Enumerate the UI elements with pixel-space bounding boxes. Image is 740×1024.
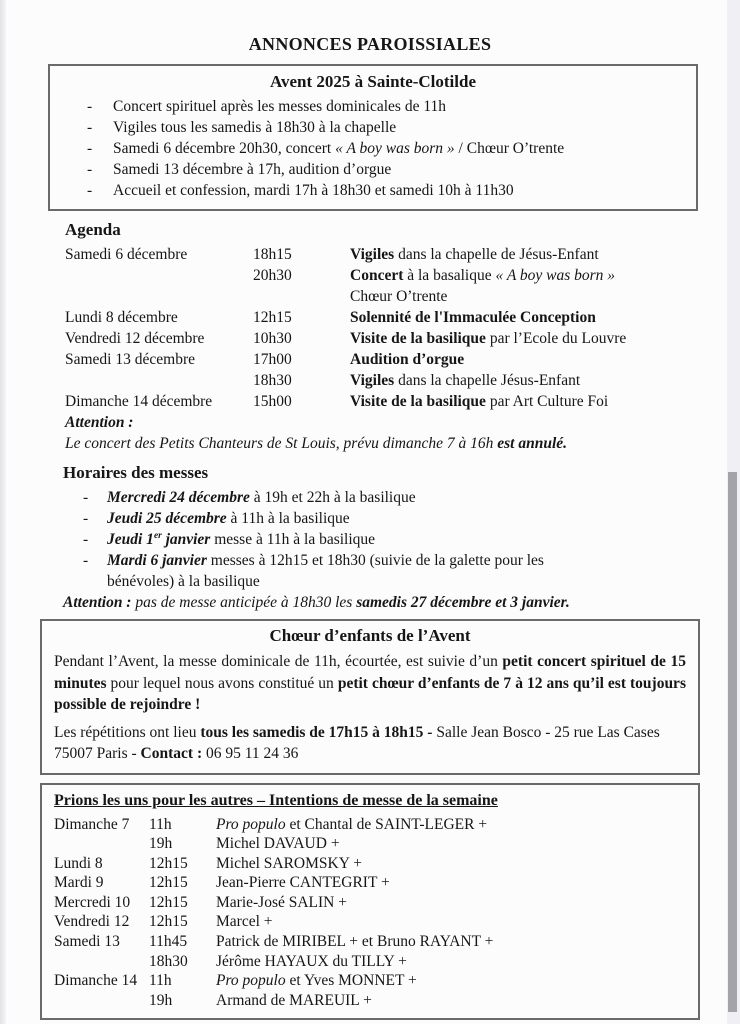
agenda-time: 17h00 — [253, 351, 292, 368]
intention-time: 12h15 — [149, 913, 188, 931]
agenda-row — [65, 349, 705, 370]
intention-row — [54, 952, 686, 972]
agenda-row — [65, 391, 705, 412]
intention-description: Jean-Pierre CANTEGRIT + — [216, 874, 390, 892]
agenda-date: Dimanche 14 décembre — [65, 393, 213, 410]
bullet-dash: - — [87, 119, 93, 136]
bullet-text: Mardi 6 janvier messes à 12h15 et 18h30 (suivie de la galette pour les bénévoles) à la basilique — [107, 552, 544, 590]
intention-time: 11h — [149, 815, 172, 833]
agenda-description: Solennité de l'Immaculée Conception — [350, 309, 596, 326]
agenda-time: 20h30 — [253, 267, 292, 284]
avent-box — [48, 64, 698, 211]
bullet-text: Accueil et confession, mardi 17h à 18h30 et samedi 10h à 11h30 — [113, 182, 514, 199]
agenda-time: 15h00 — [253, 393, 292, 410]
agenda-description: Concert à la basalique « A boy was born » — [350, 267, 616, 284]
intention-time: 11h — [149, 972, 172, 990]
mass-intentions-box — [40, 783, 700, 1021]
intention-row — [54, 971, 686, 991]
intention-row — [54, 991, 686, 1011]
agenda-time — [253, 286, 350, 307]
list-item — [87, 117, 686, 138]
agenda-row — [65, 328, 705, 349]
agenda-time: 18h15 — [253, 246, 292, 263]
children-choir-paragraph-2: Les répétitions ont lieu tous les samedis de 17h15 à 18h15 - Salle Jean Bosco - 25 rue Las Cases 75007 Paris - Contact : 06 95 11 24 36 — [54, 723, 660, 762]
intention-description: Marcel + — [216, 913, 273, 931]
intention-date — [54, 834, 149, 854]
bullet-text: Jeudi 25 décembre à 11h à la basilique — [107, 510, 350, 527]
avent-box-title: Avent 2025 à Sainte-Clotilde — [269, 72, 477, 91]
intention-description: Michel DAVAUD + — [216, 835, 340, 853]
intention-time: 11h45 — [149, 933, 188, 951]
agenda-date: Vendredi 12 décembre — [65, 330, 205, 347]
intention-time: 12h15 — [149, 893, 188, 911]
intention-time: 18h30 — [149, 952, 188, 970]
agenda-date — [65, 265, 253, 286]
intention-description: Pro populo et Chantal de SAINT-LEGER + — [216, 815, 488, 833]
intention-time: 12h15 — [149, 874, 188, 892]
agenda-date: Samedi 13 décembre — [65, 351, 195, 368]
agenda-description: Vigiles dans la chapelle de Jésus-Enfant — [350, 246, 599, 263]
intention-description: Marie-José SALIN + — [216, 893, 347, 911]
agenda-row — [65, 265, 705, 286]
list-item — [83, 550, 608, 592]
agenda-date — [65, 370, 253, 391]
agenda-date: Lundi 8 décembre — [65, 309, 178, 326]
agenda-row — [65, 370, 705, 391]
agenda-description: Visite de la basilique par l’Ecole du Louvre — [350, 330, 627, 347]
bullet-dash: - — [87, 98, 93, 115]
intention-description: Jérôme HAYAUX du TILLY + — [216, 952, 407, 970]
agenda-date: Samedi 6 décembre — [65, 246, 188, 263]
children-choir-box — [40, 619, 700, 775]
bullet-text: Jeudi 1er janvier messe à 11h à la basilique — [107, 530, 376, 548]
mass-times-heading: Horaires des messes — [63, 463, 209, 482]
intention-date: Samedi 13 — [54, 933, 120, 951]
intention-date: Mardi 9 — [54, 874, 104, 892]
mass-times-list — [63, 487, 608, 592]
agenda-table — [65, 244, 705, 412]
intention-description: Armand de MAREUIL + — [216, 991, 372, 1009]
agenda-time: 10h30 — [253, 330, 292, 347]
mass-intentions-heading: Prions les uns pour les autres – Intentions de messe de la semaine — [54, 791, 498, 809]
agenda-heading: Agenda — [65, 220, 121, 239]
agenda-time: 18h30 — [253, 372, 292, 389]
list-item — [87, 180, 686, 201]
agenda-attention-label: Attention : — [65, 414, 134, 431]
agenda-description: Vigiles dans la chapelle Jésus-Enfant — [350, 372, 581, 389]
intention-time: 12h15 — [149, 854, 188, 872]
intention-date: Mercredi 10 — [54, 893, 131, 911]
intention-date: Vendredi 12 — [54, 913, 130, 931]
children-choir-paragraph-1: Pendant l’Avent, la messe dominicale de 11h, écourtée, est suivie d’un petit concert spirituel de 15 minutes pour lequel nous avons constitué un petit chœur d’enfants de 7 à 12 ans qu’il est toujours possible de rejoindre ! — [54, 653, 686, 713]
intention-date: Lundi 8 — [54, 854, 103, 872]
mass-times-section — [63, 462, 700, 613]
bullet-text: Vigiles tous les samedis à 18h30 à la chapelle — [113, 119, 397, 136]
intention-row — [54, 912, 686, 932]
intention-row — [54, 893, 686, 913]
bullet-dash: - — [87, 140, 93, 157]
intention-row — [54, 873, 686, 893]
agenda-description: Chœur O’trente — [350, 288, 448, 305]
list-item — [87, 159, 686, 180]
bullet-dash: - — [83, 510, 89, 527]
bullet-dash: - — [83, 531, 89, 548]
avent-bullet-list — [60, 96, 686, 201]
intention-time: 19h — [149, 991, 173, 1009]
bullet-text: Samedi 6 décembre 20h30, concert « A boy was born » / Chœur O’trente — [113, 140, 565, 157]
agenda-row — [65, 286, 705, 307]
bullet-text: Mercredi 24 décembre à 19h et 22h à la basilique — [107, 489, 416, 506]
list-item — [83, 487, 608, 508]
intention-date — [54, 952, 149, 972]
intention-row — [54, 815, 686, 835]
mass-intentions-table — [54, 815, 686, 1011]
intention-description: Patrick de MIRIBEL + et Bruno RAYANT + — [216, 933, 494, 951]
list-item — [83, 508, 608, 529]
agenda-attention-text: Le concert des Petits Chanteurs de St Louis, prévu dimanche 7 à 16h est annulé. — [65, 435, 567, 452]
intention-row — [54, 834, 686, 854]
intention-date: Dimanche 14 — [54, 972, 138, 990]
bullet-text: Concert spirituel après les messes dominicales de 11h — [113, 98, 447, 115]
intention-time: 19h — [149, 835, 173, 853]
bullet-dash: - — [87, 161, 93, 178]
mass-times-attention: Attention : pas de messe anticipée à 18h30 les samedis 27 décembre et 3 janvier. — [63, 594, 570, 611]
intention-row — [54, 932, 686, 952]
list-item — [83, 529, 608, 550]
agenda-section — [65, 219, 705, 454]
bullet-text: Samedi 13 décembre à 17h, audition d’orgue — [113, 161, 392, 178]
intention-date — [54, 991, 149, 1011]
agenda-row — [65, 244, 705, 265]
agenda-description: Visite de la basilique par Art Culture Foi — [350, 393, 609, 410]
intention-description: Michel SAROMSKY + — [216, 854, 362, 872]
list-item — [87, 138, 686, 159]
intention-row — [54, 854, 686, 874]
agenda-description: Audition d’orgue — [350, 351, 465, 368]
bullet-dash: - — [83, 552, 89, 569]
agenda-time: 12h15 — [253, 309, 292, 326]
agenda-row — [65, 307, 705, 328]
children-choir-title: Chœur d’enfants de l’Avent — [269, 626, 471, 645]
page-title: ANNONCES PAROISSIALES — [248, 34, 492, 54]
intention-description: Pro populo et Yves MONNET + — [216, 972, 417, 990]
list-item — [87, 96, 686, 117]
intention-date: Dimanche 7 — [54, 815, 130, 833]
bullet-dash: - — [83, 489, 89, 506]
bullet-dash: - — [87, 182, 93, 199]
agenda-date — [65, 286, 253, 307]
